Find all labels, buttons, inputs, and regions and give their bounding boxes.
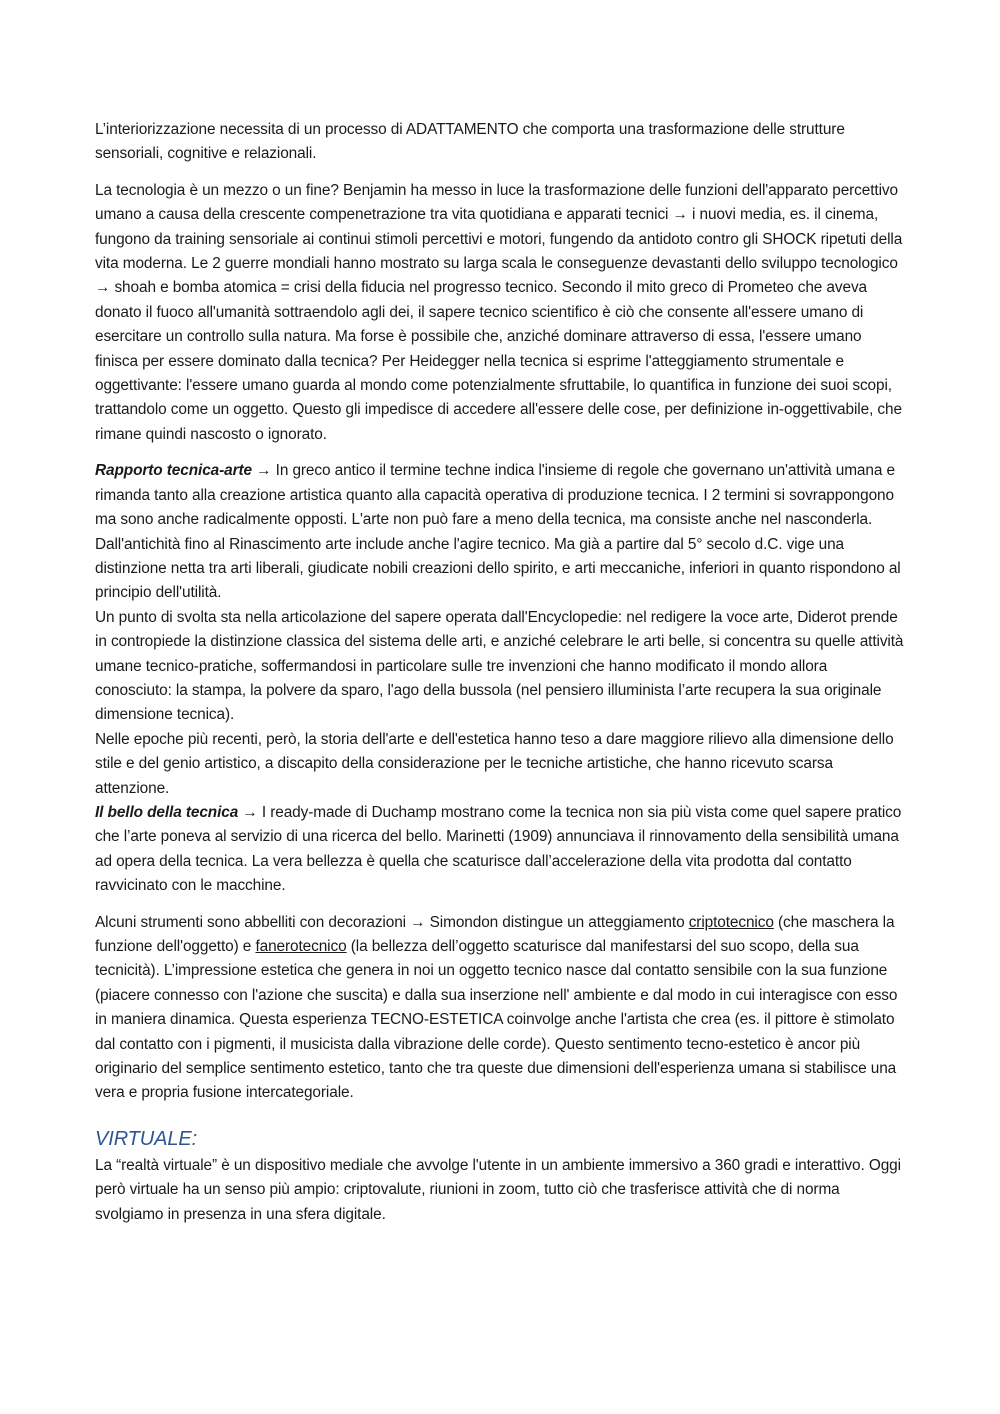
paragraph-adattamento: L’interiorizzazione necessita di un processo di ADATTAMENTO che comporta una trasformazione delle strutture sensoriali, cognitive e relazionali.	[95, 121, 845, 163]
lead-bello-della-tecnica: Il bello della tecnica	[95, 803, 239, 821]
paragraph-bello-della-tecnica	[95, 801, 907, 899]
paragraph-text: Alcuni strumenti sono abbelliti con decorazioni → Simondon distingue un atteggiamento	[95, 913, 689, 931]
term-criptotecnico: criptotecnico	[688, 913, 774, 931]
paragraph-text: (che maschera la funzione dell'oggetto) e	[95, 913, 895, 955]
arrow-icon: →	[251, 462, 276, 480]
paragraph-epoche-recenti: Nelle epoche più recenti, però, la storia dell'arte e dell'estetica hanno teso a dare maggiore rilievo alla dimensione dello stile e del genio artistico, a discapito della considerazione per le tecniche artistiche, che hanno ricevuto scarsa attenzione.	[95, 730, 894, 797]
term-fanerotecnico: fanerotecnico	[255, 938, 347, 955]
paragraph-encyclopedie: Un punto di svolta sta nella articolazione del sapere operata dall'Encyclopedie: nel redigere la voce arte, Diderot prende in contropiede la distinzione classica del sistema delle arti, e anziché celebrare le arti belle, si concentra su quelle attività umane tecnico-pratiche, soffermandosi in particolare sulle tre invenzioni che hanno modificato il mondo allora conosciuto: la stampa, la polvere da sparo, l'ago della bussola (nel pensiero illuminista l’arte recupera la sua originale dimensione tecnica).	[95, 608, 904, 724]
paragraph-text: (la bellezza dell’oggetto scaturisce dal manifestarsi del suo scopo, della sua tecnicità). L’impressione estetica che genera in noi un oggetto tecnico nasce dal contatto sensibile con la sua funzione (piacere connesso con l'azione che suscita) e dalla sua inserzione nell' ambiente e dal modo in cui interagisce con esso in maniera dinamica. Questa esperienza TECNO-ESTETICA coinvolge anche l'artista che crea (es. il pittore è stimolato dal contatto con i pigmenti, il musicista dalla vibrazione delle corde). Questo sentimento tecno-estetico è ancor più originario del semplice sentimento estetico, tanto che tra queste due dimensioni dell'esperienza umana si stabilisce una vera e propria fusione intercategoriale.	[95, 938, 898, 1102]
paragraph-realta-virtuale: La “realtà virtuale” è un dispositivo mediale che avvolge l'utente in un ambiente immersivo a 360 gradi e interattivo. Oggi però virtuale ha un senso più ampio: criptovalute, riunioni in zoom, tutto ciò che trasferisce attività che di norma svolgiamo in presenza in una sfera digitale.	[95, 1156, 901, 1223]
paragraph-rapporto-tecnica-arte	[95, 459, 907, 605]
paragraph-simondon	[95, 911, 907, 1106]
paragraph-text: I ready-made di Duchamp mostrano come la tecnica non sia più vista come quel sapere pratico che l’arte poneva al servizio di una ricerca del bello. Marinetti (1909) annunciava il rinnovamento della sensibilità umana ad opera della tecnica. La vera bellezza è quella che scaturisce dall’accelerazione della vita prodotta dal contatto ravvicinato con le macchine.	[95, 803, 902, 895]
lead-rapporto-tecnica-arte: Rapporto tecnica-arte	[95, 462, 252, 480]
paragraph-tecnologia-mezzo-fine: La tecnologia è un mezzo o un fine? Benjamin ha messo in luce la trasformazione delle funzioni dell'apparato percettivo umano a causa della crescente compenetrazione tra vita quotidiana e apparati tecnici → i nuovi media, es. il cinema, fungono da training sensoriale ai continui stimoli percettivi e motori, fungendo da antidoto contro gli SHOCK ripetuti della vita moderna. Le 2 guerre mondiali hanno mostrato su larga scala le conseguenze devastanti dello sviluppo tecnologico → shoah e bomba atomica = crisi della fiducia nel progresso tecnico. Secondo il mito greco di Prometeo che aveva donato il fuoco all'umanità sottraendolo agli dei, il sapere tecnico scientifico è ciò che consente all'essere umano di esercitare un controllo sulla natura. Ma forse è possibile che, anziché dominare attraverso di essa, l'essere umano finisca per essere dominato dalla tecnica? Per Heidegger nella tecnica si esprime l'atteggiamento strumentale e oggettivante: l'essere umano guarda al mondo come potenzialmente sfruttabile, lo quantifica in funzione dei suoi scopi, trattandolo come un oggetto. Questo gli impedisce di accedere all'essere delle cose, per definizione in-oggettivabile, che rimane quindi nascosto o ignorato.	[95, 181, 903, 443]
section-heading-virtuale: VIRTUALE:	[95, 1127, 198, 1150]
paragraph-text: In greco antico il termine techne indica l'insieme di regole che governano un'attività umana e rimanda tanto alla creazione artistica quanto alla capacità operativa di produzione tecnica. I 2 termini si sovrappongono ma sono anche radicalmente opposti. L'arte non può fare a meno della tecnica, ma consiste anche nel nasconderla. Dall'antichità fino al Rinascimento arte include anche l'agire tecnico. Ma già a partire dal 5° secolo d.C. vige una distinzione netta tra arti liberali, giudicate nobili creazioni dello spirito, e arti meccaniche, inferiori in quanto rispondono al principio dell'utilità.	[95, 462, 901, 602]
document-page	[95, 118, 907, 1239]
arrow-icon: →	[238, 803, 262, 821]
